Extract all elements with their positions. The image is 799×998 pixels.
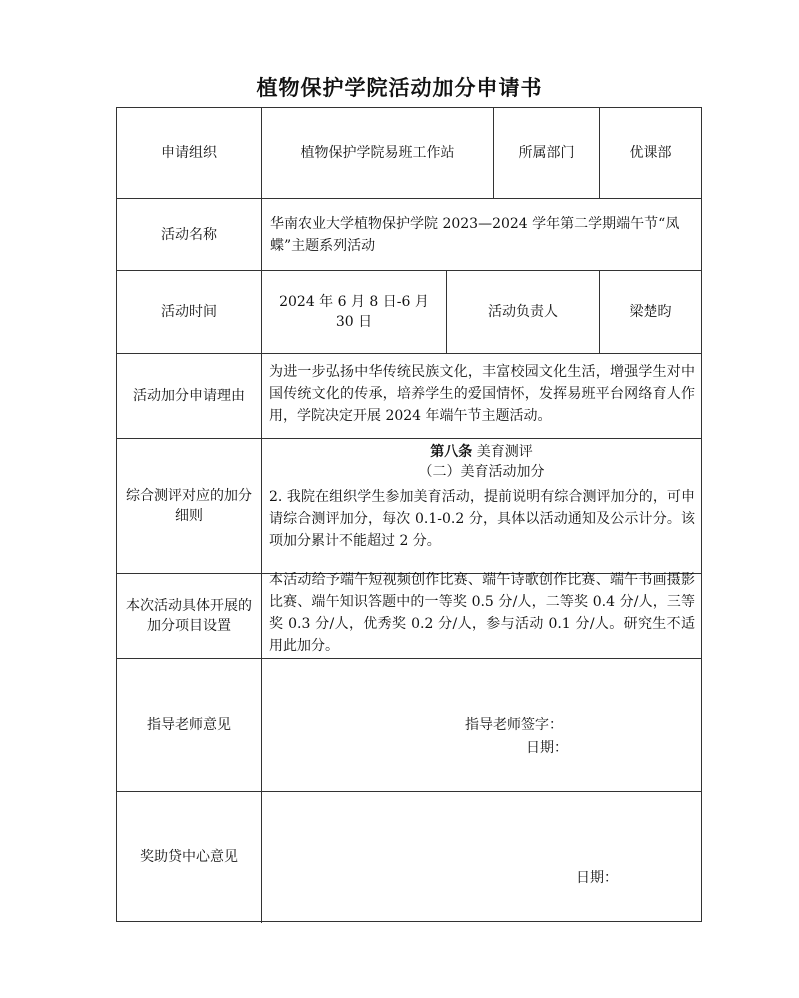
teacher-date-label: 日期： xyxy=(526,740,568,756)
items-label: 本次活动具体开展的加分项目设置 xyxy=(126,598,252,634)
application-form-table xyxy=(116,107,702,922)
leader-label: 活动负责人 xyxy=(488,304,558,320)
activity-name-label: 活动名称 xyxy=(161,226,217,243)
reason-label: 活动加分申请理由 xyxy=(133,388,245,404)
teacher-signature-label: 指导老师签字： xyxy=(465,717,563,733)
rule-text: 2. 我院在组织学生参加美育活动，提前说明有综合测评加分的，可申请综合测评加分，每次 0.1-0.2 分，具体以活动通知及公示计分。该项加分累计不能超过 2 分。 xyxy=(269,489,695,549)
teacher-opinion-label: 指导老师意见 xyxy=(147,717,231,733)
rule-article-title: 美育测评 xyxy=(476,444,533,460)
dept-value: 优课部 xyxy=(629,145,672,161)
reason-text: 为进一步弘扬中华传统民族文化，丰富校园文化生活，增强学生对中国传统文化的传承，培养学生的爱国情怀，发挥易班平台网络育人作用，学院决定开展 2024 年端午节主题活动。 xyxy=(269,364,695,424)
dept-label: 所属部门 xyxy=(518,145,575,161)
rule-article-number: 第八条 xyxy=(430,444,473,460)
center-date-label: 日期： xyxy=(576,870,618,886)
rule-subsection: （二）美育活动加分 xyxy=(418,464,545,480)
activity-name-value: 华南农业大学植物保护学院 2023—2024 学年第二学期端午节“凤蝶”主题系列活动 xyxy=(270,215,680,254)
items-text: 本活动给予端午短视频创作比赛、端午诗歌创作比赛、端午书画摄影比赛、端午知识答题中的一等奖 0.5 分/人，二等奖 0.4 分/人，三等奖 0.3 分/人，优秀奖 0.2 分/人，参与活动 0.1 分/人。研究生不适用此加分。 xyxy=(269,572,695,654)
activity-time-value: 2024 年 6 月 8 日-6 月 30 日 xyxy=(279,294,429,330)
center-opinion-label: 奖助贷中心意见 xyxy=(140,849,238,865)
activity-time-label: 活动时间 xyxy=(161,304,217,320)
page-title: 植物保护学院活动加分申请书 xyxy=(256,76,543,100)
rule-label: 综合测评对应的加分细则 xyxy=(126,488,252,524)
leader-value: 梁楚昀 xyxy=(629,304,672,320)
org-value: 植物保护学院易班工作站 xyxy=(300,145,455,161)
org-label: 申请组织 xyxy=(161,145,217,161)
rule-article-heading xyxy=(262,442,701,462)
